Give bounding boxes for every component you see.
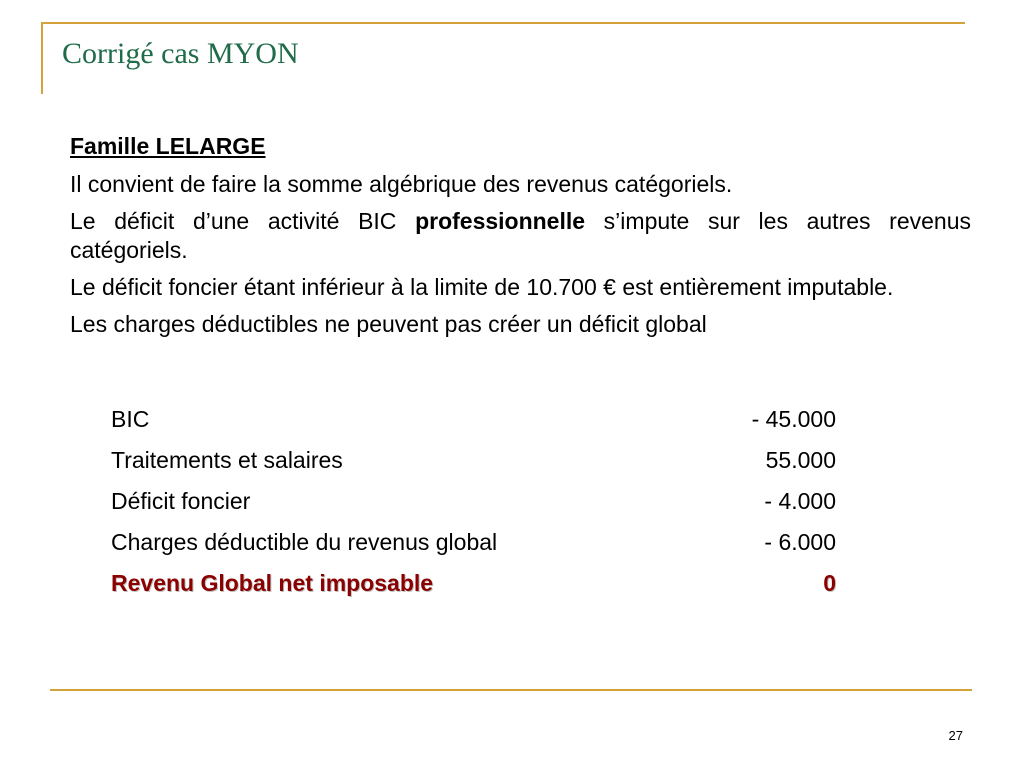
top-rule	[41, 22, 965, 24]
income-row-label: Charges déductible du revenus global	[111, 529, 498, 555]
paragraph-2-emphasis: professionnelle	[415, 208, 586, 234]
income-table	[111, 405, 836, 610]
total-row	[111, 569, 836, 610]
paragraph-2	[70, 207, 971, 265]
income-row-label: Déficit foncier	[111, 488, 251, 514]
paragraph-2-text-end: s’impute sur les autres revenus catégoriels.	[70, 208, 971, 263]
paragraph-2-text-start: Le déficit d’une activité BIC	[70, 208, 416, 234]
left-rule	[41, 22, 43, 94]
slide-body	[70, 132, 971, 347]
income-row-value: - 6.000	[764, 529, 836, 555]
income-row-value: - 4.000	[764, 488, 836, 514]
total-value: 0	[823, 570, 836, 596]
total-label: Revenu Global net imposable	[111, 570, 434, 596]
page-number: 27	[948, 728, 963, 743]
income-row-label: BIC	[111, 406, 150, 432]
income-row	[111, 405, 836, 446]
income-row	[111, 528, 836, 569]
slide-title: Corrigé cas MYON	[62, 37, 299, 70]
paragraph-3: Le déficit foncier étant inférieur à la limite de 10.700 € est entièrement imputable.	[70, 274, 894, 300]
paragraph-4: Les charges déductibles ne peuvent pas créer un déficit global	[70, 311, 707, 337]
bottom-rule	[50, 689, 972, 691]
income-row	[111, 487, 836, 528]
income-row-value: - 45.000	[751, 406, 836, 432]
paragraph-1: Il convient de faire la somme algébrique des revenus catégoriels.	[70, 171, 733, 197]
income-row	[111, 446, 836, 487]
section-heading: Famille LELARGE	[70, 133, 266, 159]
income-row-label: Traitements et salaires	[111, 447, 343, 473]
income-row-value: 55.000	[765, 447, 836, 473]
